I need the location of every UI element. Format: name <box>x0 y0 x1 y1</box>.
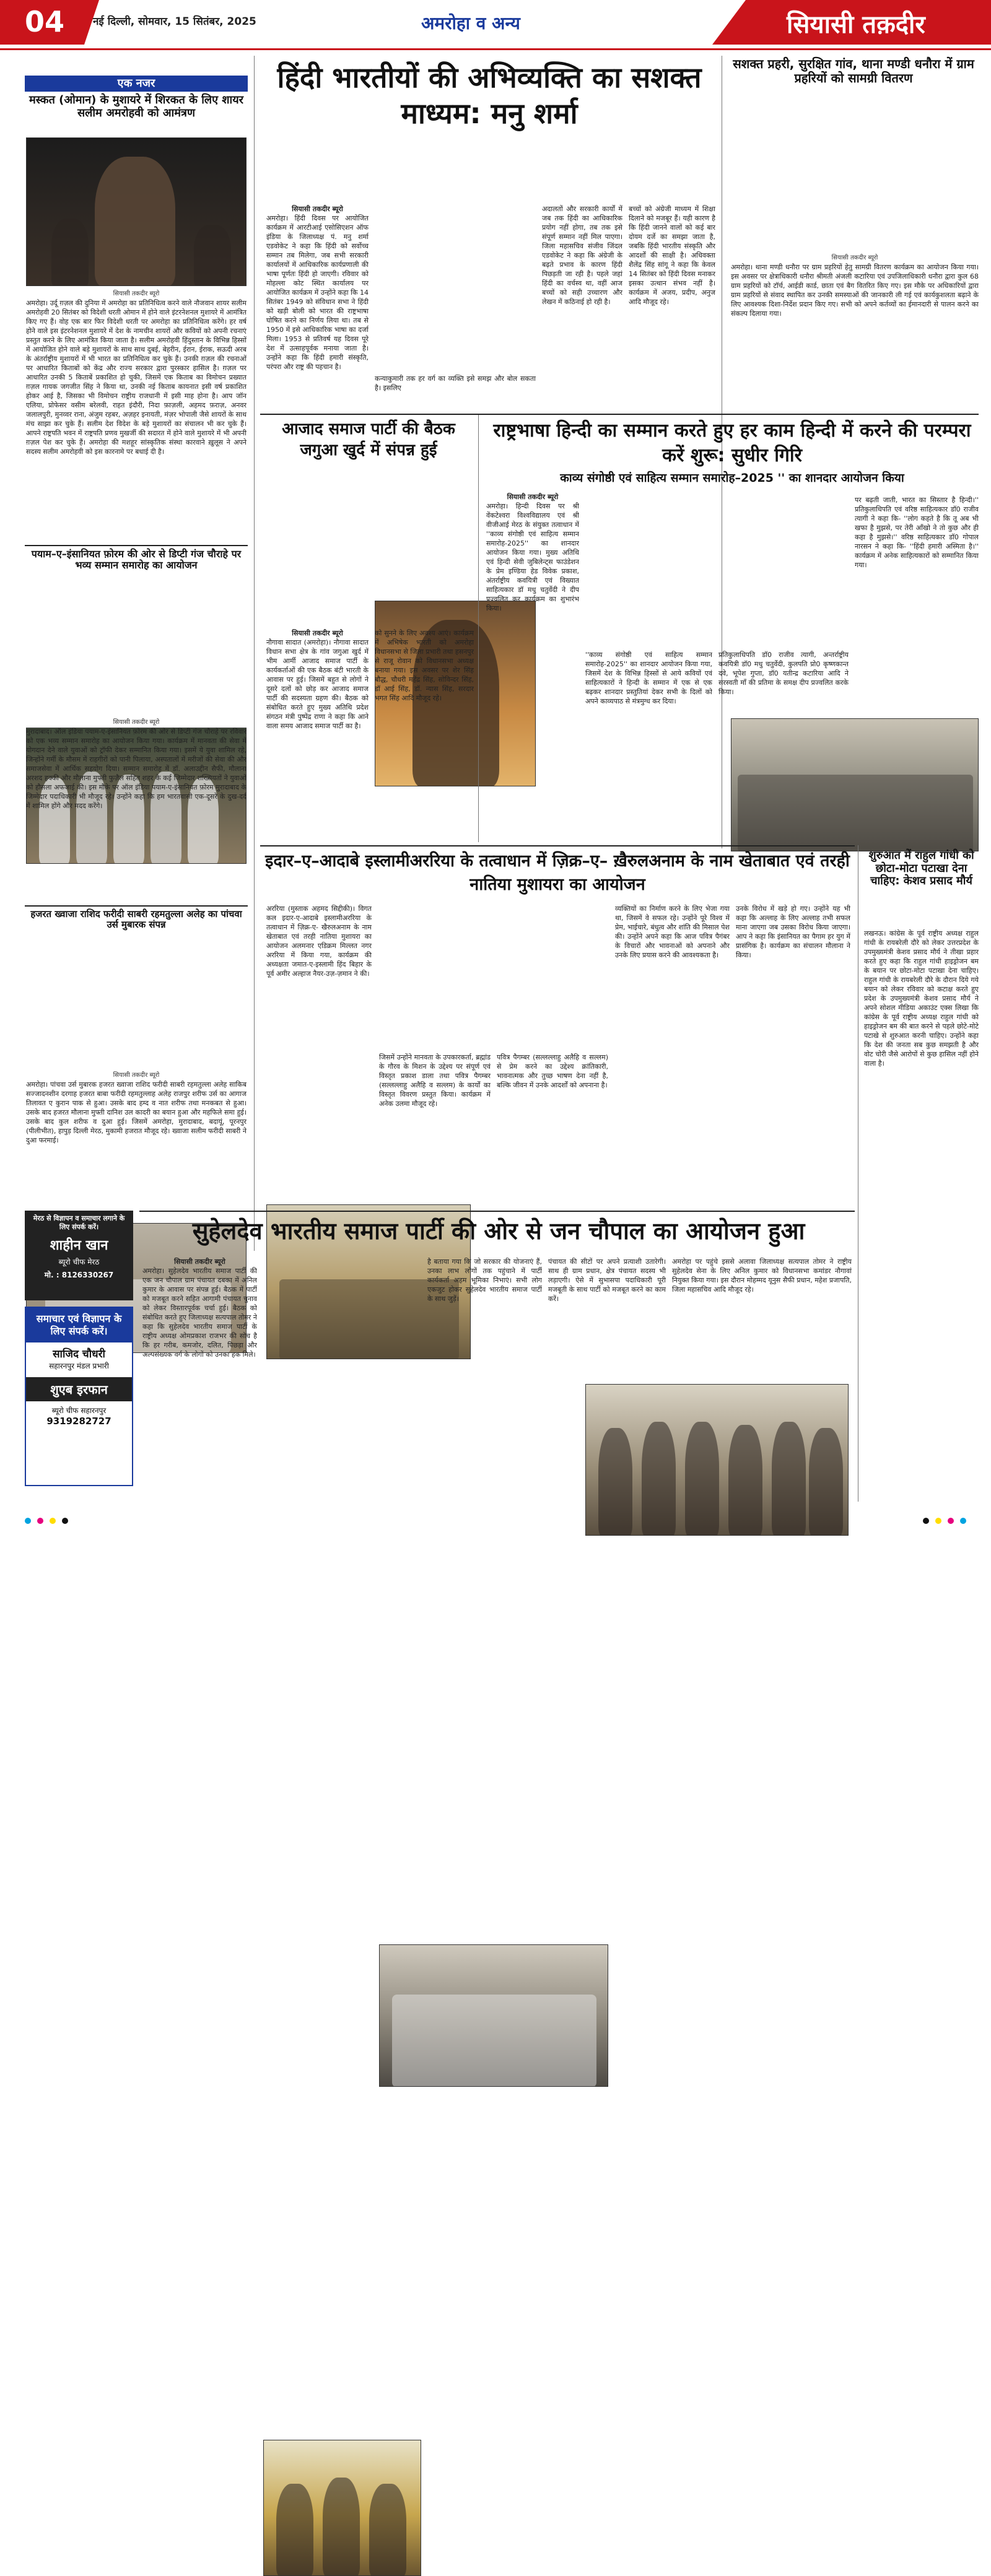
rashtrabhasha-col4: पर बढ़ती जाती, भारत का सिस्तार है हिन्दी।'' प्रतिकुलाधिपति एवं वरिष्ठ साहित्यकार डॉ0 राजीव त्यागी ने कहा कि- ''लोग कहते है कि तू अब भी खफा है मुझसे, पर तेरी आँखो ने तो कुछ और ही कहा है मुझसे।'' वरिष्ठ साहित्यकार डॉ0 गोपाल नारसन ने कहा कि- ''हिंदी हमारी अस्मिता है।'' कार्यक्रम में अनेक साहित्यकारों को सम्मानित किया गया। <box>855 496 979 569</box>
suheldev-caption: सियासी तकदीर ब्यूरो <box>174 1258 225 1266</box>
ad-shoeb-mobile: 9319282727 <box>46 1416 111 1427</box>
rashtrabhasha-col3: प्रतिकुलाधिपति डॉ0 राजीव त्यागी, अन्तर्राष्ट्रीय कवयित्री डॉ0 मधु चतुर्वेदी, कुलपति प्रो0 कृष्णकान्त दवे, भूपेश गुप्ता, डॉ0 यतीन्द्र कटारिया आदि ने सरस्वती माँ की प्रतिमा के समक्ष दीप प्रज्वलित करके किया। <box>718 651 849 696</box>
rashtrabhasha-caption: सियासी तकदीर ब्यूरो <box>507 493 559 501</box>
idara-headline: इदार–ए–आदाबे इस्लामीअररिया के तत्वाधान में ज़िक्र–ए– ख़ैरुलअनाम के नाम खेताबात एवं तरही नातिया मुशायरा का आयोजन <box>265 851 850 894</box>
suheldev-col4: अमरोहा पर पहुंचे इससे अलावा जिलाध्यक्ष सत्यपाल तोमर ने राष्ट्रीय सुहेलदेव सेना के लिए अनिल कुमार को विधानसभा कमांडर नौगावां नियुक्त किया गया। इस दौरान मोहम्मद यूनुस सैफी प्रधान, महेश प्रजापति, जिला महासचिव आदि मौजूद रहे। <box>672 1258 852 1294</box>
ad-meerut-name: शाहीन खान <box>50 1238 108 1253</box>
lead-photo-caption: कन्याकुमारी तक हर वर्ग का व्यक्ति इसे समझ और बोल सकता है। इसलिए <box>375 375 536 392</box>
lead-caption: सियासी तकदीर ब्यूरो <box>292 205 343 213</box>
page-number: 04 <box>25 5 65 38</box>
azad-col2: को सुनने के लिए अवश्य आएं। कार्यक्रम में अभिषेक भारती को अमरोहा विधानसभा से जिला प्रभारी तथा हसनपुर से राजू रोवान को विधानसभा अध्यक्ष बनाया गया। इस अवसर पर शेर सिंह बौद्ध, चौधरी महेंद्र सिंह, सोविन्दर सिंह, डॉ आई सिंह, डॉ. न्यास सिंह, सरदार भगत सिंह आदि मौजूद रहे। <box>375 629 474 702</box>
rashtrabhasha-headline: राष्ट्रभाषा हिन्दी का सम्मान करते हुए हर काम हिन्दी में करने की परम्परा करें शुरू: सुधीर गिरि <box>493 420 971 466</box>
lead-col1-text: अमरोहा। हिंदी दिवस पर आयोजित कार्यक्रम में आरटीआई एसोसिएशन ऑफ इंडिया के जिलाध्यक्ष पं. मनु शर्मा एडवोकेट ने कहा कि हिंदी को सर्वोच्च सम्मान तब मिलेगा, जब सभी सरकारी कार्यालयों में आधिकारिक कार्यप्रणाली की भाषा पूर्णतः हिंदी हो जाएगी। रविवार को मोहल्ला कोट स्थित कार्यालय पर आयोजित कार्यक्रम में उन्होंने कहा कि 14 सितंबर 1949 को संविधान सभा ने हिंदी को खड़ी बोली को भारत की राष्ट्रभाषा घोषित करने का निर्णय लिया था। तब से 1950 में इसे आधिकारिक भाषा का दर्जा मिला। 1953 से प्रतिवर्ष यह दिवस पूरे देश में उत्साहपूर्वक मनाया जाता है। उन्होंने कहा कि हिंदी हमारी संस्कृति, परंपरा और राष्ट्र की पहचान है। <box>266 214 369 371</box>
ad-meerut <box>25 1211 133 1300</box>
suheldev-col2: है बताया गया कि जो सरकार की योजनाएं हैं, उनका लाभ लोगों तक पहुंचाने में पार्टी कार्यकर्ता अहम भूमिका निभाएं। सभी लोग एकजुट होकर सुहेलदेव भारतीय समाज पार्टी के साथ जुड़ें। <box>427 1258 542 1303</box>
print-registration-dots <box>25 1518 68 1524</box>
payam-headline: पयाम–ए–इंसानियत फ़ोरम की ओर से डिप्टी गंज चौराहे पर भव्य सम्मान समारोह का आयोजन <box>31 548 242 572</box>
ad-saharanpur <box>25 1307 133 1486</box>
idara-photo <box>379 1944 608 2087</box>
section-label: अमरोहा व अन्य <box>421 13 520 33</box>
ad-meerut-text: मेरठ से विज्ञापन व समाचार लगाने के लिए संपर्क करें। <box>33 1214 125 1231</box>
rashtrabhasha-col1 <box>486 492 579 836</box>
rashtrabhasha-col2: ''काव्य संगोष्ठी एवं साहित्य सम्मान समारोह-2025'' का शानदार आयोजन किया गया, जिसमें देश के विभिन्न हिस्सों से आये कवियों एवं साहित्यकारों ने हिन्दी के सम्मान में एक से एक बढ़कर शानदार प्रस्तुतियां देकर सभी के दिलों को अपने काव्यपाठ से मंत्रमुग्ध कर दिया। <box>585 651 712 705</box>
idara-col4: व्यक्तियों का निर्माण करने के लिए भेजा गया था, जिसमें वे सफल रहे। उन्होंने पूरे विश्व में प्रेम, भाईचारे, बंधुत्व और शांति की मिसाल पेश की। उन्होंने अपने कहा कि आज पवित्र पैगंबर के विचारों और भावनाओं को अपनाने और उनके लिए प्रयास करने की आवश्यकता है। <box>615 905 730 959</box>
shayar-photo <box>26 137 247 286</box>
lead-col2: अदालतों और सरकारी कार्यों में जब तक हिंदी का आधिकारिक प्रयोग नहीं होगा, तब तक इसे संपूर्ण सम्मान नहीं मिल पाएगा। जिला महासचिव संजीव जिंदल एडवोकेट ने कहा कि अंग्रेजी के बढ़ते प्रभाव के कारण हिंदी पिछड़ती जा रही है। पहले जहां हिंदी का वर्चस्व था, वहीं आज बच्चों को सही उच्चारण और लेखन में कठिनाई हो रही है। <box>542 205 622 306</box>
ad-meerut-mobile: मो. : 8126330267 <box>44 1271 114 1279</box>
ad-meerut-role: ब्यूरो चीफ मेरठ <box>58 1258 100 1266</box>
suheldev-col3: पंचायत की सीटों पर अपने प्रत्याशी उतारेगी। साथ ही ग्राम प्रधान, क्षेत्र पंचायत सदस्य भी लड़ाएगी। ऐसे में सुभासपा पदाधिकारी पूरी मजबूती के साथ पार्टी को मजबूत करने का काम करें। <box>548 1258 666 1303</box>
dateline: नई दिल्ली, सोमवार, 15 सितंबर, 2025 <box>93 15 256 28</box>
right-top-headline: सशक्त प्रहरी, सुरक्षित गांव, थाना मण्डी धनौरा में ग्राम प्रहरियों को सामग्री वितरण <box>733 56 974 85</box>
azad-caption: सियासी तकदीर ब्यूरो <box>292 629 343 637</box>
right-top-caption: सियासी तकदीर ब्यूरो <box>831 255 878 261</box>
idara-col3: पवित्र पैगम्बर (सल्लल्लाहु अलैहि व सल्लम) से प्रेम करने का उद्देश्य क्रांतिकारी, भावनात्मक और तुच्छ भाषण देना नहीं है, बल्कि जीवन में उनके आदर्शों को अपनाना है। <box>497 1053 608 1089</box>
suheldev-photo <box>263 2440 421 2576</box>
print-registration-dots-right <box>923 1518 966 1524</box>
lead-col1 <box>266 204 369 409</box>
ek-nazar-body: अमरोहा। उर्दू ग़ज़ल की दुनिया में अमरोहा का प्रतिनिधित्व करने वाले नौजवान शायर सलीम अमरोहवी 20 सितंबर को विदेशी धरती ओमान में होने वाले इंटरनेशनल मुशायरे में आमंत्रित किए गए हैं। वोह एक बार फिर विदेशी धरती पर अमरोहा का प्रतिनिधित्व करेंगे। हर वर्ष होने वाले इस इंटरनेशनल मुशायरे में देश के नामचीन शायरों और कवियों को अपनी रचनाएं प्रस्तुत करने के लिए आमंत्रित किया जाता है। सलीम अमरोहवी हिंदुस्तान के विभिन्न हिस्सों में आयोजित होने वाले बड़े मुशायरों के साथ साथ दुबई, बेहरीन, ईरान, ईराक, सऊदी अरब के अंतर्राष्ट्रीय मुशायरों में भी भारत का प्रतिनिधित्व कर चुके हैं। उनकी ग़ज़ल की रचनाओं पर आधारित किताबों को केंद्र और राज्य सरकार द्वारा पुरस्कार हासिल है। ग़ज़ल पर आधारित उनकी 5 किताबें प्रकाशित हो चुकी, जिसमें एक किताब का विमोचन प्रख्यात ग़ज़ल गायक जगजीत सिंह ने किया था, उनकी नई किताब कायनात इसी वर्ष प्रकाशित होकर आई है, जिसका भी विमोचन राष्ट्रीय राजधानी में इसी माह होना है। आप जॉन एलिया, प्रोफेसर वसीम बरेलवी, राहत इंदौरी, निदा फ़ाज़ली, अहमद फ़राज़, अनवर जलालपुरी, मुनव्वर राना, अंजुम रहबर, अज़हर इनायती, मंज़र भोपाली जैसे शायरों के साथ मंच साझा कर चुके हैं। सलीम देश विदेश के बड़े मुशायरों का संचालन भी कर चुके हैं। आपने राष्ट्रपति भवन में राष्ट्रपति प्रणव मुखर्जी की सदारत में होने वाले मुशायरे में भी अपनी ग़ज़ल पेश कर चुके हैं। अमरोहा की मशहूर सांस्कृतिक संस्था कारवाने ख़ुलूस ने अपने सदस्य सलीम अमरोहवी को इस कारनामे पर बधाई दी है। <box>26 299 247 456</box>
lead-headline: हिंदी भारतीयों की अभिव्यक्ति का सशक्त माध्यम: मनु शर्मा <box>277 61 702 130</box>
rashtrabhasha-subheadline: काव्य संगोष्ठी एवं साहित्य सम्मान समारोह–2025 '' का शानदार आयोजन किया <box>560 471 904 485</box>
payam-caption: सियासी तकदीर ब्यूरो <box>113 719 160 726</box>
ad-sajid-name: साजिद चौधरी <box>53 1348 105 1360</box>
azad-col1-text: नौगावा सादात (अमरोहा)। नौगावा सादात विधान सभा क्षेत्र के गांव जगुआ खुर्द में भीम आर्मी आजाद समाज पार्टी के कार्यकर्ताओं की एक बैठक बंटी भारती के आवास पर हुई। जिसमें बहुत से लोगों ने दूसरे दलों को छोड़ कर आजाद समाज पार्टी की सदस्यता ग्रहण की। बैठक को संबोधित करते हुए मुख्य अतिथि प्रदेश संगठन मंत्री पुष्पेंद्र राणा ने कहा कि आने वाला समय आजाद समाज पार्टी का है। <box>266 638 369 730</box>
ad-contact-box <box>26 1308 132 1342</box>
payam-body: मुरादाबाद। ऑल इंडिया पयाम-ए-इंसानियत फ़ोरम की ओर से डिप्टी गंज चौराहे पर रविवार को एक भव्य सम्मान समारोह का आयोजन किया गया। कार्यक्रम में मानवता की सेवा में योगदान देने वाले युवाओं को ट्रॉफी देकर सम्मानित किया गया। इसमें ये युवा शामिल रहे, जिन्होंने गर्मी के मौसम में राहगीरों को पानी पिलाया, अस्पतालों में मरीजों की सेवा की और समाजसेवा में आर्थिक सहयोग दिया। सम्मान समारोह में डॉ. अलाउद्दीन सैफी, मौलाना अरशद हक्की और मौलाना मुफ्ती फुज़ैल सहित शहर के कई जिम्मेदार शख्सियतों ने युवाओं को हौसला अफजाई की। इस मौके पर ऑल इंडिया पयाम-ए-इंसानियत फ़ोरम मुरादाबाद के जिम्मेदार पदाधिकारी भी मौजूद रहे। उन्होंने कहा कि हम भारतवासी एक-दूसरे के दुख-दर्द में शामिल होंगे और मदद करेंगे। <box>26 728 247 810</box>
ad-sajid-role: सहारनपुर मंडल प्रभारी <box>49 1362 109 1370</box>
lead-col3: बच्चों को अंग्रेजी माध्यम में शिक्षा दिलाने को मजबूर हैं। यही कारण है कि हिंदी जानने वालों को कई बार दोयम दर्जे का समझा जाता है, जबकि हिंदी भारतीय संस्कृति और आदर्शों की साक्षी है। अधिवक्ता शैलेंद्र सिंह सांगू ने कहा कि केवल 14 सितंबर को हिंदी दिवस मनाकर इसका उत्थान संभव नहीं है। कार्यक्रम में अजय, प्रदीप, अनुज आदि मौजूद रहे। <box>629 205 715 306</box>
ek-nazar-label: एक नजर <box>25 76 248 92</box>
urs-headline: हजरत ख्वाजा राशिद फरीदी साबरी रहमतुल्ला अलेह का पांचवा उर्स मुबारक संपन्न <box>30 908 242 931</box>
ad-shoeb-box <box>26 1377 132 1401</box>
ad-contact-text: समाचार एवं विज्ञापन के लिए संपर्क करें। <box>36 1313 122 1337</box>
rahul-headline: शुरुआत में राहुल गांधी को छोटा-मोटा पटाखा देना चाहिए: केशव प्रसाद मौर्य <box>868 849 974 888</box>
suheldev-col1 <box>142 1257 257 1499</box>
idara-col1: अररिया (मुस्ताक अहमद सिद्दीकी)। विगत कल इदार-ए-आदाबे इस्लामीअररिया के तत्वाधान में ज़िक्र-ए- खैरुलअनाम के नाम खेताबात एवं तरही नातिया मुशायरा का आयोजन अलमनार एडिक्रम मिल्लत नगर अररिया में किया गया, कार्यक्रम की अध्यक्षता जमात-ए-इस्लामी हिंद बिहार के पूर्व अमीर अल्हाज नैयर-उज़-ज़मान ने की। <box>266 905 372 978</box>
urs-caption: सियासी तकदीर ब्यूरो <box>113 1072 160 1079</box>
rahul-body: लखनऊ। कांग्रेस के पूर्व राष्ट्रीय अध्यक्ष राहुल गांधी के रायबरेली दौरे को लेकर उत्तरप्रदेश के उपमुख्यमंत्री केशव प्रसाद मौर्य ने तीखा प्रहार करते हुए कहा कि राहुल गांधी हाइड्रोजन बम के बयान पर छोटा-मोटा पटाखा देना चाहिए। राहुल गांधी के रायबरेली दौरे के दौरान दिये गये बयान को लेकर रविवार को कटाक्ष करते हुए प्रदेश के उपमुख्यमंत्री केशव प्रसाद मौर्य ने अपने सोशल मीडिया अकाउंट एक्स लिखा कि कांग्रेस के पूर्व राष्ट्रीय अध्यक्ष राहुल गांधी को हाइड्रोजन बम की बात करने से पहले छोटे-मोटे पटाखे से शुरुआत करनी चाहिए। उन्होंने कहा कि देश की जनता सब कुछ समझती है और वोट चोरी जैसे आरोपों से कुछ हासिल नहीं होने वाला है। <box>864 929 979 1068</box>
urs-body: अमरोहा। पांचवा उर्स मुबारक हजरत ख्वाजा राशिद फरीदी साबरी रहमतुल्ला अलेह साकिब सज्जादनशीन दरगाह हजरत बाबा फरीदी रहमतुल्लाह अलेह राजपुर शरीफ उर्स का आगाज तिलावत ए कुरान पाक से हुआ। उसके बाद हम्द व नात शरीफ तथा मनकबत से हुआ। उसके बाद हजरत मौलाना मुफ्ती दानिश उल कादरी का बयान हुआ और महफिले समा हुई। उसके बाद कुल शरीफ व दुआ हुई। जिसमें अमरोहा, मुरादाबाद, बदायूं, पूरनपुर (पीलीभीत), हापुड़ दिल्ली मेरठ, मुकामी हजरात मौजूद रहे। ख्वाजा सलीम फरीदी साबरी ने दुआ फरमाई। <box>26 1081 247 1144</box>
rashtrabhasha-col1-text: अमरोहा। हिन्दी दिवस पर श्री वेंकटेश्वरा विश्वविद्यालय एवं श्री वीजीआई मेरठ के संयुक्त तत्वाधान में ''काव्य संगोष्ठी एवं साहित्य सम्मान समारोह-2025'' का शानदार आयोजन किया गया। मुख्य अतिथि एवं हिन्दी सेवी जुबिलेन्ट्स फाउंडेशन के प्रेम इण्डिया हेड विवेक प्रकाश, अंतर्राष्ट्रीय कवयित्री एवं विख्यात साहित्यकार डॉ मधु चतुर्वेदी ने दीप प्रज्वलित कर कार्यक्रम का शुभारंभ किया। <box>486 502 579 612</box>
azad-col1 <box>266 629 369 833</box>
ad-shoeb-role: ब्यूरो चीफ सहारनपुर <box>51 1406 107 1415</box>
idara-col5: उनके विरोध में खड़े हो गए। उन्होंने यह भी कहा कि अल्लाह के लिए अल्लाह तभी सफल माना जाएगा जब उसका विरोध किया जाएगा। आप ने कहा कि इंसानियत का पैगाम हर युग में प्रासंगिक है। कार्यक्रम का संचालन मौलाना ने किया। <box>736 905 850 959</box>
masthead-title: सियासी तक़दीर <box>787 11 925 39</box>
idara-col2: जिसमें उन्होंने मानवता के उपकारकर्ता, ब्रह्मांड के गौरव के मिशन के उद्देश्य पर संपूर्ण एवं विस्तृत प्रकाश डाला तथा पवित्र पैगम्बर (सल्लल्लाहु अलैहि व सल्लम) के कार्यों का विस्तृत विवरण प्रस्तुत किया। कार्यक्रम में अनेक उलमा मौजूद रहे। <box>379 1053 491 1108</box>
ek-nazar-headline: मस्कत (ओमान) के मुशायरे में शिरकत के लिए शायर सलीम अमरोहवी को आमंत्रण <box>28 94 244 120</box>
suheldev-col1-text: अमरोहा। सुहेलदेव भारतीय समाज पार्टी की एक जन चौपाल ग्राम पंचायत दबका में अनिल कुमार के आवास पर संपन्न हुई। बैठक में पार्टी को मजबूत करने सहित आगामी पंचायत चुनाव को लेकर विस्तारपूर्वक चर्चा हुई। बैठक को संबोधित करते हुए जिलाध्यक्ष सत्यपाल तोमर ने कहा कि सुहेलदेव भारतीय समाज पार्टी के राष्ट्रीय अध्यक्ष ओमप्रकाश राजभर की सोच है कि हर गरीब, कमजोर, दलित, पिछड़ा और अल्पसंख्यक वर्ग के लोगों को उनका हक मिले। <box>142 1267 257 1359</box>
suheldev-headline: सुहेलदेव भारतीय समाज पार्टी की ओर से जन चौपाल का आयोजन हुआ <box>192 1217 805 1245</box>
header-rule <box>0 48 991 50</box>
ek-nazar-caption: सियासी तकदीर ब्यूरो <box>113 290 160 297</box>
azad-headline: आजाद समाज पार्टी की बैठक जगुआ खुर्द में संपन्न हुई <box>282 420 455 459</box>
ad-shoeb-name: शुएब इरफान <box>50 1382 108 1397</box>
right-top-body: अमरोहा। थाना मण्डी धनौरा पर ग्राम प्रहरियों हेतु सामग्री वितरण कार्यक्रम का आयोजन किया गया। इस अवसर पर क्षेत्राधिकारी धनौरा श्रीमती अंजली कटारिया एवं उपजिलाधिकारी धनौरा द्वारा कुल 68 ग्राम प्रहरियों को टॉर्च, आईडी कार्ड, छाता एवं बैग वितरित किए गए। इस मौके पर अधिकारियों द्वारा ग्राम प्रहरियों से संवाद स्थापित कर उनकी समस्याओं की जानकारी ली गई एवं कार्यकुशलता बढ़ाने के लिए आवश्यक दिशा-निर्देश प्रदान किए गए। सभी को अपने कर्तव्यों का ईमानदारी से पालन करने का संकल्प दिलाया गया। <box>731 263 979 318</box>
